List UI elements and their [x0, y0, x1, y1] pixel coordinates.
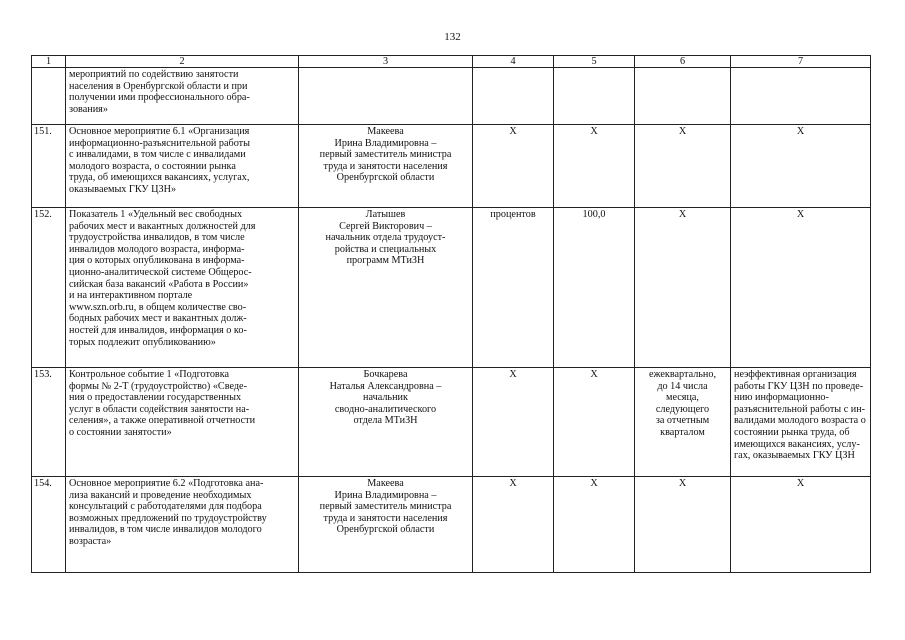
risk-cell: Х [731, 477, 871, 573]
period-cell [635, 68, 731, 125]
column-header: 5 [554, 56, 635, 68]
unit-cell: Х [473, 477, 554, 573]
unit-cell: Х [473, 125, 554, 208]
measure-name: Контрольное событие 1 «Подготовка формы № 2-Т (трудоустройство) «Сведе- ния о предоставлении государственных услуг в области содействия занятости на- селения», а также оперативной отчетности о состоянии занятости» [66, 368, 299, 477]
measure-name: Основное мероприятие 6.1 «Организация информационно-разъяснительной работы с инвалидами, в том числе с инвалидами молодого возраста, о состоянии рынка труда, об имеющихся вакансиях, услугах, оказываемых ГКУ ЦЗН» [66, 125, 299, 208]
column-header: 1 [32, 56, 66, 68]
column-header: 2 [66, 56, 299, 68]
measure-name: мероприятий по содействию занятости населения в Оренбургской области и при получении ими профессионального обра- зования» [66, 68, 299, 125]
program-table [31, 55, 871, 573]
column-header: 7 [731, 56, 871, 68]
row-number [32, 68, 66, 125]
column-number-row [32, 56, 871, 68]
period-cell: ежеквартально, до 14 числа месяца, следующего за отчетным кварталом [635, 368, 731, 477]
table-row [32, 125, 871, 208]
table-row [32, 68, 871, 125]
page-number: 132 [444, 31, 461, 43]
risk-cell: неэффективная организация работы ГКУ ЦЗН по проведе- нию информационно- разъяснительной работы с ин- валидами молодого возраста о состоянии рынка труда, об имеющихся вакансиях, услу- гах, оказываемых ГКУ ЦЗН [731, 368, 871, 477]
responsible-person: Бочкарева Наталья Александровна – начальник сводно-аналитического отдела МТиЗН [299, 368, 473, 477]
table-row [32, 208, 871, 368]
period-cell: Х [635, 208, 731, 368]
column-header: 6 [635, 56, 731, 68]
value-cell: Х [554, 125, 635, 208]
measure-name: Основное мероприятие 6.2 «Подготовка ана- лиза вакансий и проведение необходимых консультаций с работодателями для подбора возможных предложений по трудоустройству инвалидов, в том числе инвалидов молодого возраста» [66, 477, 299, 573]
risk-cell: Х [731, 125, 871, 208]
column-header: 4 [473, 56, 554, 68]
responsible-person: Макеева Ирина Владимировна – первый заместитель министра труда и занятости населения Оренбургской области [299, 125, 473, 208]
unit-cell: Х [473, 368, 554, 477]
unit-cell [473, 68, 554, 125]
risk-cell [731, 68, 871, 125]
period-cell: Х [635, 477, 731, 573]
row-number: 151. [32, 125, 66, 208]
row-number: 153. [32, 368, 66, 477]
measure-name: Показатель 1 «Удельный вес свободных рабочих мест и вакантных должностей для трудоустройства инвалидов, в том числе инвалидов молодого возраста, информа- ция о которых опубликована в информа- ционно-аналитической системе Общерос- сийская база вакансий «Работа в России» и на интерактивном портале www.szn.orb.ru, в общем количестве сво- бодных рабочих мест и вакантных долж- ностей для инвалидов, информация о ко- торых подлежит опубликованию» [66, 208, 299, 368]
unit-cell: процентов [473, 208, 554, 368]
table-row [32, 477, 871, 573]
responsible-person: Макеева Ирина Владимировна – первый заместитель министра труда и занятости населения Оренбургской области [299, 477, 473, 573]
value-cell [554, 68, 635, 125]
risk-cell: Х [731, 208, 871, 368]
row-number: 152. [32, 208, 66, 368]
value-cell: Х [554, 477, 635, 573]
responsible-person: Латышев Сергей Викторович – начальник отдела трудоуст- ройства и специальных программ МТиЗН [299, 208, 473, 368]
value-cell: 100,0 [554, 208, 635, 368]
responsible-person [299, 68, 473, 125]
table-row [32, 368, 871, 477]
value-cell: Х [554, 368, 635, 477]
row-number: 154. [32, 477, 66, 573]
column-header: 3 [299, 56, 473, 68]
period-cell: Х [635, 125, 731, 208]
